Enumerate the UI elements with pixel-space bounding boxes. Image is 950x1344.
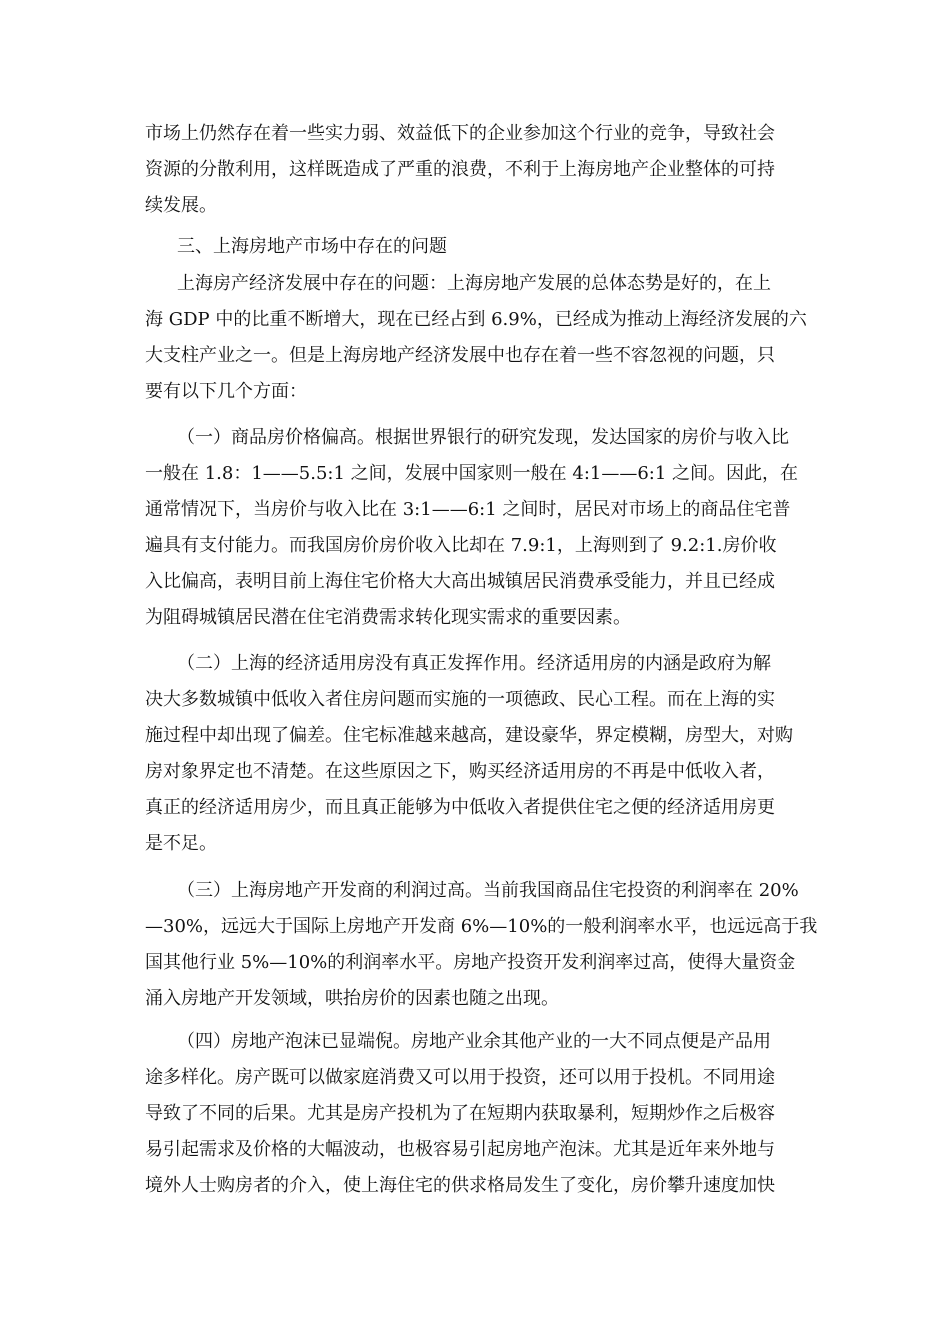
text-line: 资源的分散利用，这样既造成了严重的浪费，不利于上海房地产企业整体的可持: [145, 159, 775, 180]
text-line: 通常情况下，当房价与收入比在 3:1——6:1 之间时，居民对市场上的商品住宅普: [145, 499, 791, 520]
text-line: 决大多数城镇中低收入者住房问题而实施的一项德政、民心工程。而在上海的实: [145, 689, 775, 710]
text-line: 入比偏高，表明目前上海住宅价格大大高出城镇居民消费承受能力，并且已经成: [145, 571, 775, 592]
text-line: 遍具有支付能力。而我国房价房价收入比却在 7.9:1，上海则到了 9.2:1.房价收: [145, 535, 777, 556]
text-line: 续发展。: [145, 195, 217, 216]
text-line: （二）上海的经济适用房没有真正发挥作用。经济适用房的内涵是政府为解: [177, 653, 771, 674]
section-heading-text: 三、上海房地产市场中存在的问题: [177, 236, 447, 257]
text-line: —30%，远远大于国际上房地产开发商 6%—10%的一般利润率水平，也远远高于我: [145, 916, 818, 937]
text-line: 涌入房地产开发领域，哄抬房价的因素也随之出现。: [145, 988, 559, 1009]
text-line: （四）房地产泡沫已显端倪。房地产业余其他产业的一大不同点便是产品用: [177, 1031, 771, 1052]
text-line: 要有以下几个方面：: [145, 381, 307, 402]
paragraph-point-4: [145, 1024, 809, 1204]
paragraph-point-3: [145, 873, 818, 1017]
text-line: 是不足。: [145, 833, 217, 854]
paragraph-intro: [145, 266, 809, 410]
text-line: 市场上仍然存在着一些实力弱、效益低下的企业参加这个行业的竞争，导致社会: [145, 123, 775, 144]
paragraph-continuation: [145, 116, 809, 224]
text-line: 房对象界定也不清楚。在这些原因之下，购买经济适用房的不再是中低收入者，: [145, 761, 775, 782]
text-line: 途多样化。房产既可以做家庭消费又可以用于投资，还可以用于投机。不同用途: [145, 1067, 775, 1088]
text-line: （一）商品房价格偏高。根据世界银行的研究发现，发达国家的房价与收入比: [177, 427, 789, 448]
text-line: 大支柱产业之一。但是上海房地产经济发展中也存在着一些不容忽视的问题，只: [145, 345, 775, 366]
text-line: 易引起需求及价格的大幅波动，也极容易引起房地产泡沫。尤其是近年来外地与: [145, 1139, 775, 1160]
paragraph-point-2: [145, 646, 809, 862]
paragraph-point-1: [145, 420, 809, 636]
text-line: 真正的经济适用房少，而且真正能够为中低收入者提供住宅之便的经济适用房更: [145, 797, 775, 818]
section-heading: [145, 229, 809, 265]
text-line: 为阻碍城镇居民潜在住宅消费需求转化现实需求的重要因素。: [145, 607, 631, 628]
text-line: 海 GDP 中的比重不断增大，现在已经占到 6.9%，已经成为推动上海经济发展的六: [145, 309, 807, 330]
text-line: 一般在 1.8：1——5.5:1 之间，发展中国家则一般在 4:1——6:1 之间。因此，在: [145, 463, 799, 484]
text-line: 国其他行业 5%—10%的利润率水平。房地产投资开发利润率过高，使得大量资金: [145, 952, 796, 973]
text-line: 境外人士购房者的介入，使上海住宅的供求格局发生了变化，房价攀升速度加快: [145, 1175, 775, 1196]
text-line: 导致了不同的后果。尤其是房产投机为了在短期内获取暴利，短期炒作之后极容: [145, 1103, 775, 1124]
text-line: 上海房产经济发展中存在的问题：上海房地产发展的总体态势是好的，在上: [177, 273, 771, 294]
text-line: （三）上海房地产开发商的利润过高。当前我国商品住宅投资的利润率在 20%: [177, 880, 799, 901]
text-line: 施过程中却出现了偏差。住宅标准越来越高，建设豪华，界定模糊，房型大，对购: [145, 725, 793, 746]
